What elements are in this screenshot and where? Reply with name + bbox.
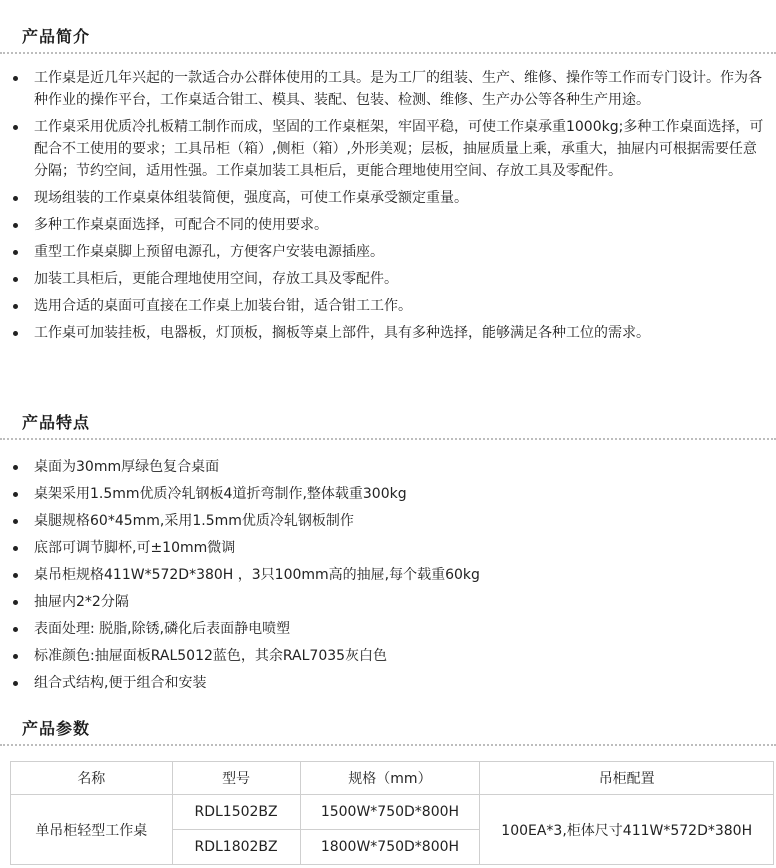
params-section-title: 产品参数 <box>22 719 91 738</box>
spec-cell: 1800W*750D*800H <box>300 830 480 865</box>
model-cell: RDL1502BZ <box>172 795 300 830</box>
header-cabinet: 吊柜配置 <box>480 762 774 795</box>
intro-section-title: 产品简介 <box>22 27 91 46</box>
intro-item: 重型工作桌桌脚上预留电源孔，方便客户安装电源插座。 <box>0 241 776 263</box>
intro-list <box>0 67 776 349</box>
intro-item: 加装工具柜后，更能合理地使用空间，存放工具及零配件。 <box>0 268 776 290</box>
intro-item: 选用合适的桌面可直接在工作桌上加装台钳，适合钳工工作。 <box>0 295 776 317</box>
bullet-icon <box>13 277 18 282</box>
feature-item: 桌吊柜规格411W*572D*380H ，3只100mm高的抽屉,每个载重60kg <box>0 564 776 586</box>
bullet-icon <box>13 223 18 228</box>
bullet-icon <box>13 681 18 686</box>
bullet-icon <box>13 573 18 578</box>
bullet-icon <box>13 465 18 470</box>
bullet-icon <box>13 546 18 551</box>
bullet-icon <box>13 196 18 201</box>
table-row <box>11 795 774 830</box>
cabinet-cell: 100EA*3,柜体尺寸411W*572D*380H <box>480 795 774 865</box>
bullet-icon <box>13 654 18 659</box>
spec-cell: 1500W*750D*800H <box>300 795 480 830</box>
intro-item: 现场组装的工作桌桌体组装简便，强度高，可使工作桌承受额定重量。 <box>0 187 776 209</box>
intro-item: 多种工作桌桌面选择，可配合不同的使用要求。 <box>0 214 776 236</box>
intro-item: 工作桌可加装挂板，电器板，灯顶板，搁板等桌上部件，具有多种选择，能够满足各种工位的需求。 <box>0 322 776 344</box>
feature-item: 桌面为30mm厚绿色复合桌面 <box>0 456 776 478</box>
features-section-title: 产品特点 <box>22 413 91 432</box>
bullet-icon <box>13 331 18 336</box>
feature-item: 组合式结构,便于组合和安装 <box>0 672 776 694</box>
intro-section-header <box>0 20 776 54</box>
product-name-cell: 单吊柜轻型工作桌 <box>11 795 173 865</box>
bullet-icon <box>13 492 18 497</box>
header-name: 名称 <box>11 762 173 795</box>
model-cell: RDL1802BZ <box>172 830 300 865</box>
params-table <box>10 761 774 865</box>
feature-item: 底部可调节脚杯,可±10mm微调 <box>0 537 776 559</box>
bullet-icon <box>13 627 18 632</box>
bullet-icon <box>13 125 18 130</box>
params-section-header <box>0 712 776 746</box>
feature-item: 桌腿规格60*45mm,采用1.5mm优质冷轧钢板制作 <box>0 510 776 532</box>
intro-item: 工作桌采用优质冷扎板精工制作而成，坚固的工作桌框架，牢固平稳，可使工作桌承重1000kg;多种工作桌面选择，可配合不工使用的要求；工具吊柜（箱）,侧柜（箱）,外形美观；层板，抽屉质量上乘，承重大，抽屉内可根据需要任意分隔；节约空间，适用性强。工作桌加装工具柜后，更能合理地使用空间、存放工具及零配件。 <box>0 116 776 182</box>
feature-item: 桌架采用1.5mm优质冷轧钢板4道折弯制作,整体载重300kg <box>0 483 776 505</box>
feature-item: 抽屉内2*2分隔 <box>0 591 776 613</box>
table-header-row <box>11 762 774 795</box>
bullet-icon <box>13 600 18 605</box>
feature-item: 标准颜色:抽屉面板RAL5012蓝色，其余RAL7035灰白色 <box>0 645 776 667</box>
intro-item: 工作桌是近几年兴起的一款适合办公群体使用的工具。是为工厂的组装、生产、维修、操作等工作而专门设计。作为各种作业的操作平台，工作桌适合钳工、模具、装配、包装、检测、维修、生产办公等各种生产用途。 <box>0 67 776 111</box>
bullet-icon <box>13 519 18 524</box>
bullet-icon <box>13 250 18 255</box>
header-spec: 规格（mm） <box>300 762 480 795</box>
bullet-icon <box>13 304 18 309</box>
feature-item: 表面处理: 脱脂,除锈,磷化后表面静电喷塑 <box>0 618 776 640</box>
features-section-header <box>0 406 776 440</box>
header-model: 型号 <box>172 762 300 795</box>
features-list <box>0 456 776 699</box>
bullet-icon <box>13 76 18 81</box>
